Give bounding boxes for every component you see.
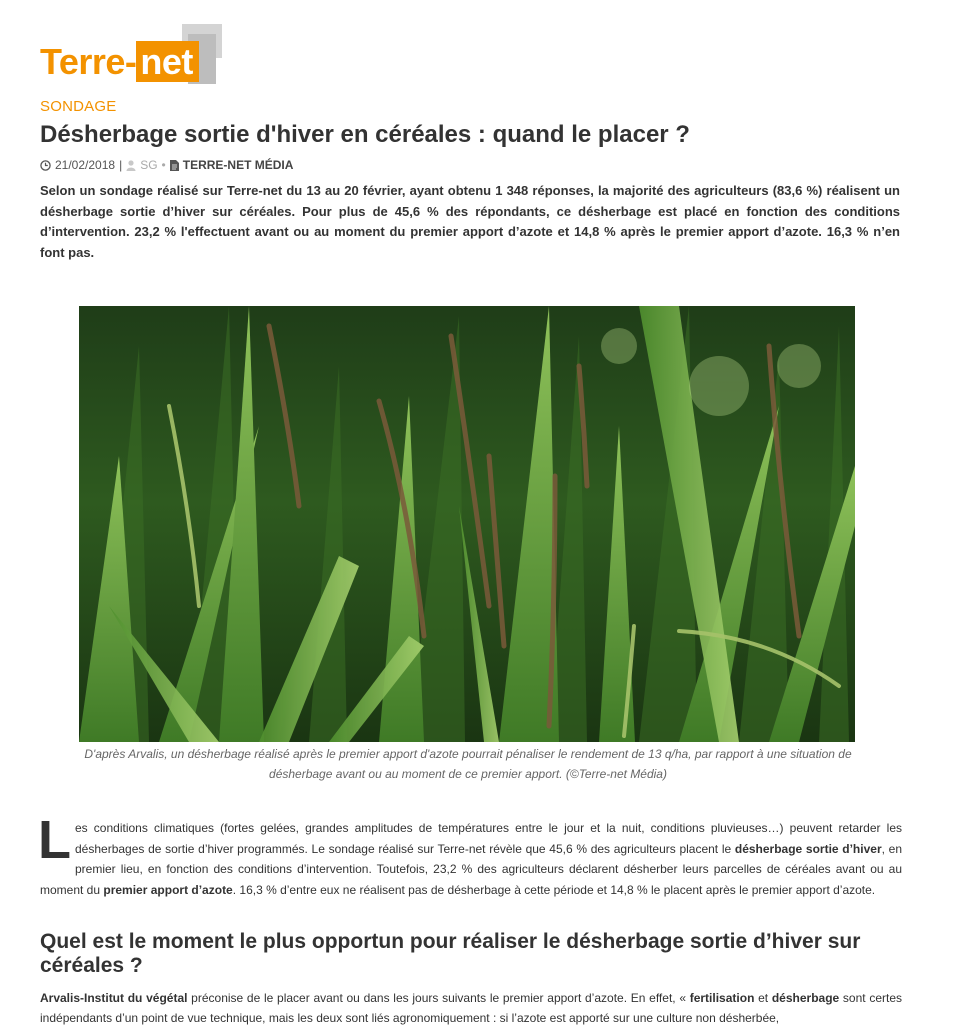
- keyword-link[interactable]: fertilisation: [689, 991, 755, 1005]
- article-category[interactable]: SONDAGE: [40, 98, 117, 115]
- article-date: 21/02/2018: [55, 158, 116, 172]
- meta-separator: |: [119, 158, 123, 172]
- keyword-link[interactable]: Arvalis-Institut du végétal: [40, 991, 188, 1005]
- grass-photo-illustration: [79, 306, 855, 742]
- article-paragraph: Arvalis-Institut du végétal préconise de le placer avant ou dans les jours suivants le premier apport d’azote. En effet, « fertilisation et désherbage sont certes indépendants d’un point de vue technique, mais les deux sont liés agronomiquement : si l’azote est apporté sur une culture non désherbée,: [40, 991, 902, 1025]
- keyword-link[interactable]: désherbage: [771, 991, 840, 1005]
- article-title: Désherbage sortie d'hiver en céréales : quand le placer ?: [40, 121, 690, 148]
- article-meta: [40, 158, 293, 172]
- clock-icon: [40, 160, 51, 171]
- section-heading: Quel est le moment le plus opportun pour réaliser le désherbage sortie d’hiver sur céréales ?: [40, 930, 861, 977]
- document-icon: [170, 160, 179, 171]
- site-logo[interactable]: [40, 24, 230, 90]
- keyword-link[interactable]: désherbage sortie d’hiver: [734, 841, 882, 856]
- author-initials[interactable]: SG: [140, 158, 158, 172]
- article-body: Les conditions climatiques (fortes gelées, grandes amplitudes de températures entre le jour et la nuit, conditions pluvieuses…) peuvent retarder les désherbages de sortie d’hiver programmés. Le sondage réalisé sur Terre-net révèle que 45,6 % des agriculteurs placent le désherbage sortie d’hiver, en premier lieu, en fonction des conditions d’intervention. Toutefois, 23,2 % des agriculteurs déclarent désherber leurs parcelles de céréales avant ou au moment du premier apport d’azote. 16,3 % d’entre eux ne réalisent pas de désherbage à cette période et 14,8 % le placent après le premier apport d’azote.: [38, 810, 902, 897]
- keyword-link[interactable]: premier apport d’azote: [103, 882, 233, 897]
- photo-caption: D'après Arvalis, un désherbage réalisé après le premier apport d'azote pourrait pénaliser le rendement de 13 q/ha, par rapport à une situation de désherbage avant ou au moment de ce premier apport. (©Terre-net Média): [84, 747, 852, 781]
- meta-bullet: •: [161, 158, 166, 172]
- logo-text: [40, 40, 199, 84]
- article-author[interactable]: TERRE-NET MÉDIA: [182, 158, 294, 172]
- user-icon: [126, 160, 136, 171]
- article-photo: [79, 306, 855, 742]
- drop-cap: L: [38, 810, 71, 870]
- article-lead: Selon un sondage réalisé sur Terre-net du 13 au 20 février, ayant obtenu 1 348 réponses, la majorité des agriculteurs (83,6 %) réalisent un désherbage sortie d’hiver sur céréales. Pour plus de 45,6 % des répondants, ce désherbage est placé en fonction des conditions d’intervention. 23,2 % l'effectuent avant ou au moment du premier apport d’azote et 14,8 % après le premier apport d’azote. 16,3 % n’en font pas.: [40, 183, 900, 260]
- logo-text-terre: Terre-: [40, 41, 137, 82]
- logo-text-net: net: [136, 41, 199, 82]
